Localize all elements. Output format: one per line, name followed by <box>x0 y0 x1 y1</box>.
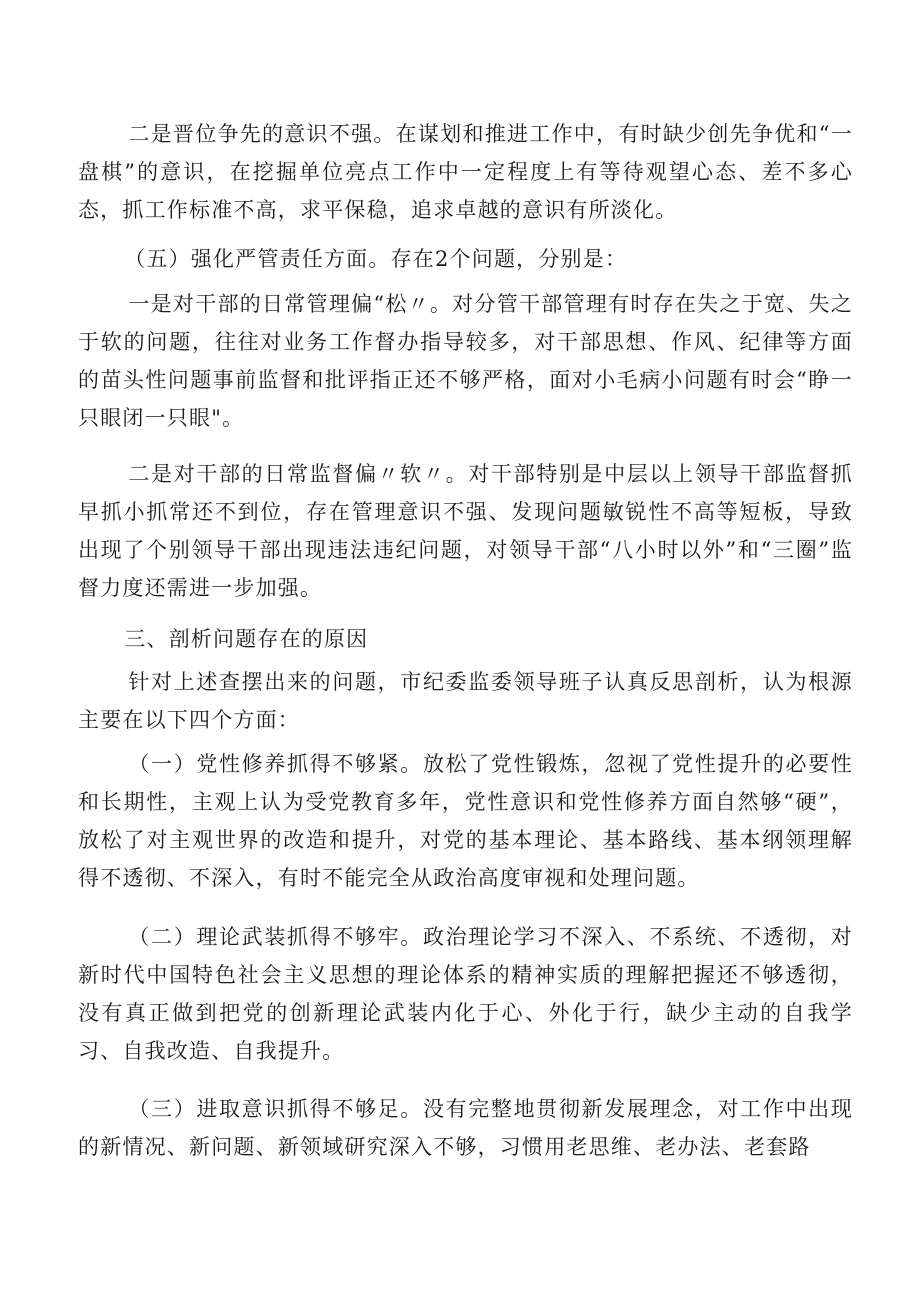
section-heading-root-causes: 三、剖析问题存在的原因 <box>124 627 369 651</box>
paragraph-cause-party-spirit: （一）党性修养抓得不够紧。放松了党性锻炼，忽视了党性提升的必要性和长期性，主观上认为受党教育多年，党性意识和党性修养方面自然够“硬”，放松了对主观世界的改造和提升，对党的基本理论、基本路线、基本纲领理解得不透彻、不深入，有时不能完全从政治高度审视和处理问题。 <box>78 752 853 890</box>
paragraph-daily-supervision-soft: 二是对干部的日常监督偏〃软〃。对干部特别是中层以上领导干部监督抓早抓小抓常还不到位，存在管理意识不强、发现问题敏锐性不高等短板，导致出现了个别领导干部出现违法违纪问题，对领导干部“八小时以外”和“三圈”监督力度还需进一步加强。 <box>78 462 853 600</box>
paragraph-awareness-of-excellence: 二是晋位争先的意识不强。在谋划和推进工作中，有时缺少创先争优和“一盘棋”的意识，在挖掘单位亮点工作中一定程度上有等待观望心态、差不多心态，抓工作标准不高，求平保稳，追求卓越的意识有所淡化。 <box>78 122 853 222</box>
paragraph-cause-theory: （二）理论武装抓得不够牢。政治理论学习不深入、不系统、不透彻，对新时代中国特色社会主义思想的理论体系的精神实质的理解把握还不够透彻，没有真正做到把党的创新理论武装内化于心、外化于行，缺少主动的自我学习、自我改造、自我提升。 <box>78 925 853 1063</box>
paragraph-cause-enterprise: （三）进取意识抓得不够足。没有完整地贯彻新发展理念，对工作中出现的新情况、新问题、新领域研究深入不够，习惯用老思维、老办法、老套路 <box>78 1097 853 1159</box>
section-heading-strict-management: （五）强化严管责任方面。存在2个问题，分别是： <box>124 247 628 271</box>
paragraph-daily-management-loose: 一是对干部的日常管理偏“松〃。对分管干部管理有时存在失之于宽、失之于软的问题，往往对业务工作督办指导较多，对干部思想、作风、纪律等方面的苗头性问题事前监督和批评指正还不够严格，面对小毛病小问题有时会“睁一只眼闭一只眼"。 <box>78 292 853 430</box>
paragraph-causes-intro: 针对上述查摆出来的问题，市纪委监委领导班子认真反思剖析，认为根源主要在以下四个方面： <box>78 670 853 732</box>
